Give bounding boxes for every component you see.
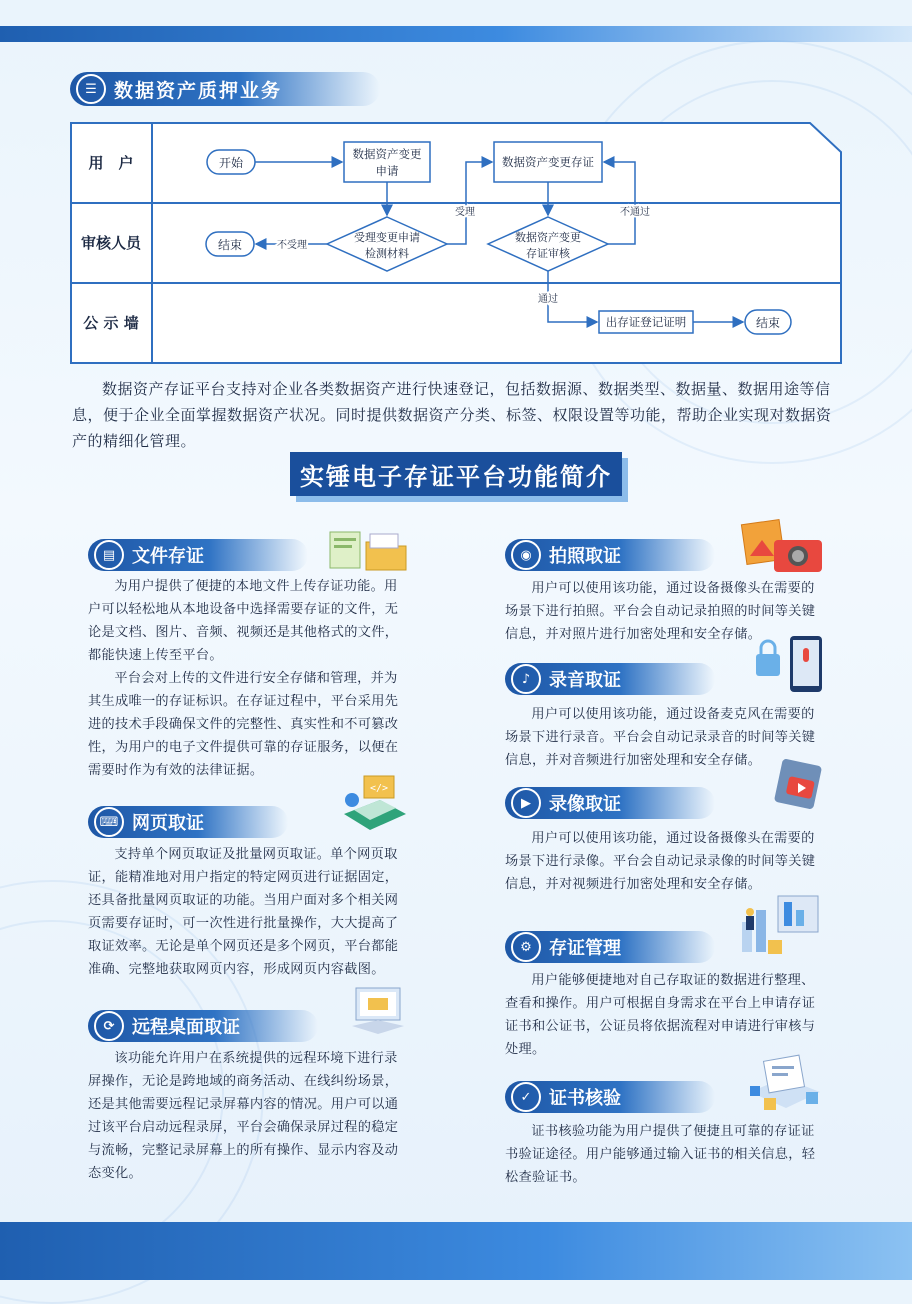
camera-photo-illustration: [740, 518, 826, 578]
video-card-illustration: [772, 756, 826, 812]
lane-label-notice-wall: 公 示 墙: [83, 314, 139, 332]
folder-files-illustration: [326, 526, 408, 574]
certificate-icon: ✓: [511, 1082, 541, 1112]
audio-evidence-paragraph: 用户可以使用该功能，通过设备麦克风在需要的场景下进行录音。平台会自动记录录音的时间等关键信息，并对音频进行加密处理和安全存储。: [505, 707, 816, 768]
document-list-icon: ☰: [76, 74, 106, 104]
process-flowchart: [70, 122, 842, 364]
bottom-accent-bar: [0, 1222, 912, 1280]
web-code-illustration: [336, 770, 408, 834]
remote-desktop-icon: ⟳: [94, 1011, 124, 1041]
evidence-management-paragraph: 用户能够便捷地对自己存取证的数据进行整理、查看和操作。用户可根据自身需求在平台上申请存证证书和公证书，公证员将依据流程对申请进行审核与处理。: [505, 973, 816, 1057]
flowchart-frame: [71, 123, 841, 363]
video-evidence-paragraph: 用户可以使用该功能，通过设备摄像头在需要的场景下进行录像。平台会自动记录录像的时间等关键信息，并对视频进行加密处理和安全存储。: [505, 831, 816, 892]
audio-evidence-title: ♪ 录音取证: [505, 663, 715, 695]
web-page-icon: ⌨: [94, 807, 124, 837]
file-evidence-paragraph-1: 为用户提供了便捷的本地文件上传存证功能。用户可以轻松地从本地设备中选择需要存证的文件，无论是文档、图片、音频、视频还是其他格式的文件，都能快速上传至平台。: [88, 579, 399, 663]
review-line2: 存证审核: [526, 247, 570, 260]
remote-desktop-illustration: [348, 984, 408, 1036]
passed-label: 通过: [538, 294, 558, 305]
section-banner: 实锤电子存证平台功能简介: [290, 452, 622, 496]
top-accent-bar: [0, 26, 912, 42]
microphone-icon: ♪: [511, 664, 541, 694]
code-tag: </>: [369, 783, 389, 794]
camera-icon: ◉: [511, 540, 541, 570]
intro-paragraph: 数据资产存证平台支持对企业各类数据资产进行快速登记，包括数据源、数据类型、数据量、数据用途等信息，便于企业全面掌握数据资产状况。同时提供数据资产分类、标签、权限设置等功能，帮助企业实现对数据资产的精细化管理。: [72, 380, 832, 450]
accept-check-line1: 受理变更申请: [354, 231, 420, 244]
review-line1: 数据资产变更: [515, 231, 581, 244]
not-passed-label: 不通过: [620, 207, 650, 218]
photo-evidence-title: ◉ 拍照取证: [505, 539, 715, 571]
evidence-management-title: ⚙ 存证管理: [505, 931, 715, 963]
video-evidence-title: ▶ 录像取证: [505, 787, 715, 819]
web-evidence-title: ⌨ 网页取证: [88, 806, 288, 838]
file-icon: ▤: [94, 540, 124, 570]
end-label-2: 结束: [755, 316, 781, 330]
accepted-label: 受理: [455, 207, 475, 218]
web-evidence-paragraph: 支持单个网页取证及批量网页取证。单个网页取证，能精准地对用户指定的特定网页进行证据固定，还具备批量网页取证的功能。当用户面对多个相关网页需要存证时，可一次性进行批量操作，大大提高了取证效率。无论是单个网页还是多个网页，平台都能准确、完整地获取网页内容，形成网页内容截图。: [88, 847, 399, 977]
remote-desktop-title: ⟳ 远程桌面取证: [88, 1010, 318, 1042]
certificate-illustration: [744, 1052, 826, 1116]
remote-desktop-paragraph: 该功能允许用户在系统提供的远程环境下进行录屏操作，无论是跨地域的商务活动、在线纠纷场景，还是其他需要远程记录屏幕内容的情况。用户可以通过该平台启动远程录屏，平台会确保录屏过程的稳定与流畅，完整记录屏幕上的所有操作、显示内容及动态变化。: [88, 1051, 399, 1181]
issue-cert-label: 出存证登记证明: [605, 315, 687, 329]
lane-label-user: 用 户: [88, 154, 134, 172]
apply-label-line1: 数据资产变更: [352, 147, 422, 161]
data-dashboard-illustration: [738, 892, 826, 958]
certificate-verify-paragraph: 证书核验功能为用户提供了便捷且可靠的存证证书验证途径。用户能够通过输入证书的相关信息，轻松查验证书。: [505, 1124, 816, 1185]
change-evidence-label: 数据资产变更存证: [502, 155, 594, 169]
accept-check-line2: 检测材料: [365, 247, 409, 260]
end-label-1: 结束: [217, 238, 243, 252]
file-evidence-title: ▤ 文件存证: [88, 539, 308, 571]
apply-label-line2: 申请: [375, 164, 399, 178]
page-title: ☰ 数据资产质押业务: [70, 72, 380, 106]
certificate-verify-title: ✓ 证书核验: [505, 1081, 715, 1113]
phone-lock-illustration: [752, 634, 826, 694]
lane-label-reviewer: 审核人员: [80, 234, 142, 252]
rejected-label: 不受理: [277, 240, 307, 251]
video-icon: ▶: [511, 788, 541, 818]
start-label: 开始: [218, 156, 244, 170]
management-icon: ⚙: [511, 932, 541, 962]
file-evidence-paragraph-2: 平台会对上传的文件进行安全存储和管理，并为其生成唯一的存证标识。在存证过程中，平台采用先进的技术手段确保文件的完整性、真实性和不可篡改性，为用户的电子文件提供可靠的存证服务，以便在需要时作为有效的法律证据。: [88, 671, 399, 778]
photo-evidence-paragraph: 用户可以使用该功能，通过设备摄像头在需要的场景下进行拍照。平台会自动记录拍照的时间等关键信息，并对照片进行加密处理和安全存储。: [505, 581, 816, 642]
